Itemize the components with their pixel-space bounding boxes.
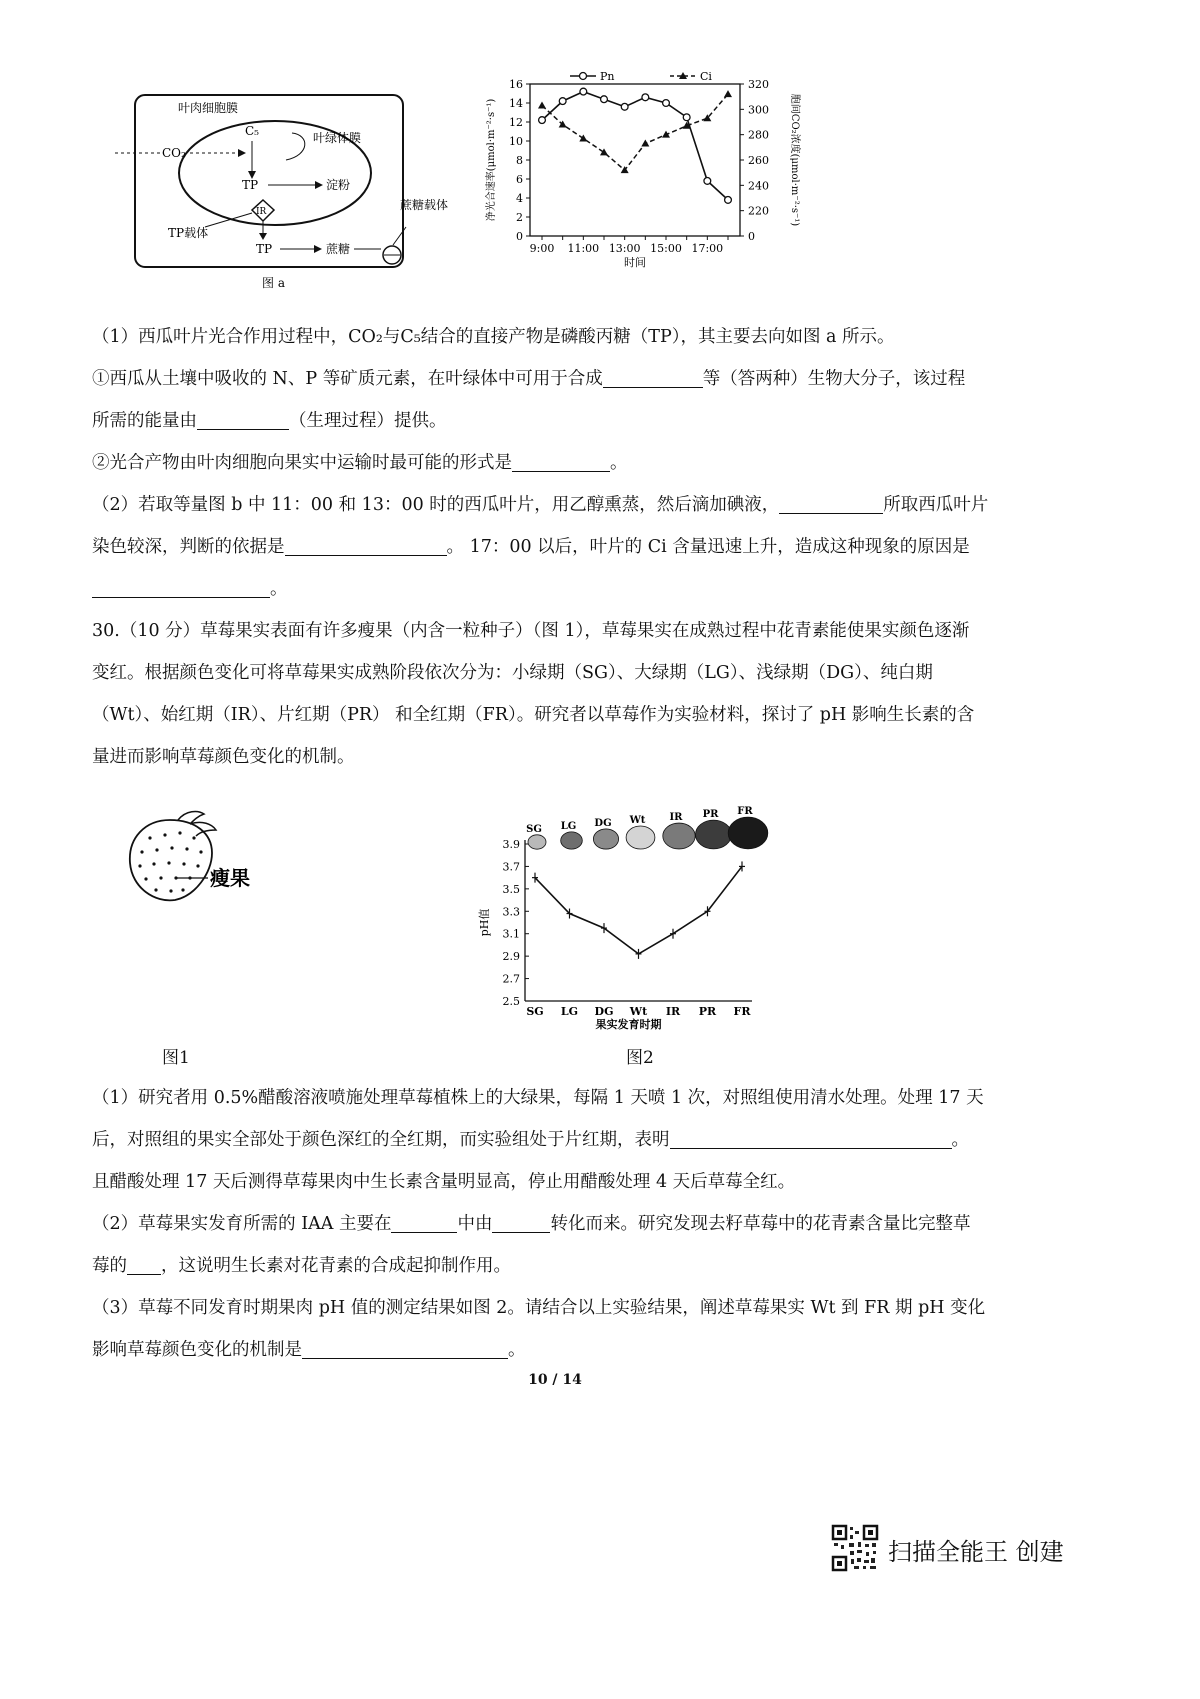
pn-point (725, 197, 732, 204)
y-left-tick-label: 16 (509, 78, 523, 91)
y-right-axis-label: 胞间CO₂浓度(μmol·m⁻²·s⁻¹) (789, 93, 800, 227)
c5-label: C₅ (245, 124, 259, 138)
x-tick-label: DG (594, 1005, 614, 1018)
p1-line2: 后，对照组的果实全部处于颜色深红的全红期，而实验组处于片红期，表明 。 (92, 1130, 969, 1150)
figure-a-caption: 图 a (262, 276, 285, 290)
p1-line1: （1）研究者用 0.5%醋酸溶液喷施处理草莓植株上的大绿果，每隔 1 天喷 1 次，对照组使用清水处理。处理 17 天 (92, 1088, 984, 1108)
starch-label: 淀粉 (326, 178, 351, 192)
page-number: 10 / 14 (528, 1372, 582, 1388)
pn-point (642, 94, 649, 101)
ci-point (579, 134, 587, 141)
p3-line1: （3）草莓不同发育时期果肉 pH 值的测定结果如图 2。请结合以上实验结果，阐述草莓果实 Wt 到 FR 期 pH 变化 (92, 1298, 986, 1318)
answer-blank[interactable] (197, 411, 289, 430)
y-tick-label: 2.7 (502, 972, 520, 986)
legend-pn-label: Pn (600, 70, 615, 83)
y-tick-label: 3.3 (502, 905, 520, 919)
y-right-tick-label: 0 (748, 230, 755, 243)
q30-line1: 30.（10 分）草莓果实表面有许多瘦果（内含一粒种子）（图 1），草莓果实在成熟过程中花青素能使果实颜色逐渐 (92, 621, 970, 641)
qr-code-icon (832, 1525, 878, 1571)
q1-intro: （1）西瓜叶片光合作用过程中，CO₂与C₅结合的直接产物是磷酸丙糖（TP），其主要去向如图 a 所示。 (92, 327, 895, 347)
answer-blank[interactable] (492, 1214, 550, 1233)
y-left-axis-label: 净光合速率(μmol·m⁻²·s⁻¹) (486, 98, 497, 222)
pn-point (601, 96, 608, 103)
answer-blank[interactable] (512, 453, 610, 472)
ci-point (621, 166, 629, 173)
pn-point (621, 103, 628, 110)
pn-point (580, 88, 587, 95)
strawberry-stage-image (593, 829, 618, 849)
figure-a (110, 85, 449, 295)
p3-line2: 影响草莓颜色变化的机制是 。 (92, 1340, 526, 1360)
answer-blank[interactable] (92, 579, 270, 598)
achene-label: 瘦果 (210, 866, 250, 890)
stage-image-label: DG (594, 817, 612, 829)
x-axis-label: 果实发育时期 (595, 1018, 662, 1031)
co2-label: CO₂ (162, 146, 186, 160)
y-right-tick-label: 220 (748, 204, 769, 218)
x-tick-label: 9:00 (529, 242, 555, 255)
x-tick-label: 17:00 (691, 242, 724, 255)
strawberry-stage-image (561, 832, 583, 849)
chart-b (470, 68, 810, 293)
y-left-tick-label: 14 (509, 97, 523, 110)
y-tick-label: 3.5 (502, 882, 520, 896)
x-tick-label: SG (526, 1005, 544, 1018)
q2-line2: 染色较深，判断的依据是 。 17：00 以后，叶片的 Ci 含量迅速上升，造成这种现象的原因是 (92, 537, 970, 557)
chart-2 (470, 800, 800, 1035)
pn-point (704, 178, 711, 185)
y-left-tick-label: 10 (509, 135, 523, 148)
legend-pn-marker (580, 73, 587, 80)
x-tick-label: LG (560, 1005, 579, 1018)
answer-blank[interactable] (302, 1340, 508, 1359)
strawberry-stage-image (626, 826, 655, 849)
y-left-tick-label: 2 (516, 211, 523, 224)
y-axis-label: pH值 (478, 908, 491, 937)
stage-image-label: IR (669, 812, 683, 824)
y-right-tick-label: 280 (748, 128, 769, 142)
q30-line4: 量进而影响草莓颜色变化的机制。 (92, 747, 355, 767)
q1-sub2: ②光合产物由叶肉细胞向果实中运输时最可能的形式是 。 (92, 453, 628, 473)
stage-image-label: SG (526, 823, 542, 835)
answer-blank[interactable] (127, 1256, 161, 1275)
y-tick-label: 3.7 (502, 860, 520, 874)
q1-sub1-line2: 所需的能量由 （生理过程）提供。 (92, 411, 447, 431)
figure-1-strawberry (120, 808, 280, 913)
pn-point (663, 100, 670, 107)
tp-carrier-label: TP载体 (168, 226, 209, 240)
strawberry-stage-image (663, 823, 695, 849)
q2-line3: 。 (92, 577, 288, 601)
q1-sub1-line1: ①西瓜从土壤中吸收的 N、P 等矿质元素，在叶绿体中可用于合成 等（答两种）生物大分子，该过程 (92, 369, 966, 389)
x-tick-label: 13:00 (608, 242, 641, 255)
y-left-tick-label: 6 (516, 173, 523, 186)
q30-line3: （Wt）、始红期（IR）、片红期（PR） 和全红期（FR）。研究者以草莓作为实验材料，探讨了 pH 影响生长素的含 (92, 705, 975, 725)
figure-1-caption: 图1 (162, 1048, 190, 1068)
x-tick-label: Wt (629, 1005, 648, 1018)
series-pn-line (542, 92, 728, 200)
p2-line2: 莓的 ，这说明生长素对花青素的合成起抑制作用。 (92, 1256, 511, 1276)
ci-point (641, 140, 649, 147)
answer-blank[interactable] (670, 1130, 952, 1149)
stage-image-label: FR (737, 806, 753, 818)
x-tick-label: PR (698, 1005, 717, 1018)
figure-2-caption: 图2 (626, 1048, 654, 1068)
y-tick-label: 2.9 (502, 950, 520, 964)
y-left-tick-label: 0 (516, 230, 523, 243)
y-right-tick-label: 240 (748, 179, 769, 193)
tp-inner: TP (242, 178, 259, 192)
q2-line1: （2）若取等量图 b 中 11：00 和 13：00 时的西瓜叶片，用乙醇熏蒸，然后滴加碘液， 所取西瓜叶片 (92, 495, 989, 515)
q30-line2: 变红。根据颜色变化可将草莓果实成熟阶段依次分为：小绿期（SG）、大绿期（LG）、浅绿期（DG）、纯白期 (92, 663, 933, 683)
achene-dots (138, 831, 202, 892)
pn-point (539, 117, 546, 124)
x-tick-label: 11:00 (567, 242, 600, 255)
y-left-tick-label: 12 (509, 116, 523, 129)
y-tick-label: 3.9 (502, 838, 520, 851)
ci-point (600, 148, 608, 155)
x-axis-label: 时间 (624, 256, 646, 269)
chloroplast-label: 叶绿体膜 (313, 131, 362, 145)
y-right-tick-label: 260 (748, 154, 769, 167)
y-right-tick-label: 320 (748, 78, 769, 91)
p2-line1: （2）草莓果实发育所需的 IAA 主要在 中由 转化而来。研究发现去籽草莓中的花青素含量比完整草 (92, 1214, 971, 1234)
ph-line (535, 866, 742, 953)
stage-image-label: Wt (629, 814, 646, 826)
membrane-label: 叶肉细胞膜 (178, 101, 239, 115)
scanner-brand: 扫描全能王 创建 (888, 1538, 1064, 1566)
plot-frame (530, 84, 740, 236)
p1-line3: 且醋酸处理 17 天后测得草莓果肉中生长素含量明显高，停止用醋酸处理 4 天后草莓全红。 (92, 1172, 796, 1192)
tp-outer: TP (256, 242, 273, 256)
pn-point (683, 114, 690, 121)
y-tick-label: 2.5 (502, 995, 520, 1008)
stage-image-label: LG (560, 820, 577, 832)
sucrose-label: 蔗糖 (326, 242, 351, 256)
answer-blank[interactable] (285, 537, 447, 556)
x-tick-label: IR (665, 1005, 681, 1018)
y-right-tick-label: 300 (748, 103, 769, 117)
pn-point (559, 98, 566, 105)
y-tick-label: 3.1 (502, 927, 520, 941)
answer-blank[interactable] (779, 495, 883, 514)
sucrose-carrier-label: 蔗糖载体 (400, 198, 449, 212)
ci-point (538, 102, 546, 109)
y-left-tick-label: 8 (516, 154, 523, 167)
ir-label: IR (256, 207, 267, 217)
x-tick-label: 15:00 (650, 242, 682, 255)
legend-ci-label: Ci (700, 70, 712, 83)
ci-point (724, 90, 732, 97)
stage-image-label: PR (702, 809, 719, 821)
answer-blank[interactable] (603, 369, 703, 388)
x-tick-label: FR (733, 1005, 751, 1018)
strawberry-stage-image (728, 817, 768, 849)
strawberry-stage-image (696, 820, 732, 849)
answer-blank[interactable] (391, 1214, 457, 1233)
strawberry-stage-image (528, 835, 546, 849)
y-left-tick-label: 4 (516, 192, 523, 205)
